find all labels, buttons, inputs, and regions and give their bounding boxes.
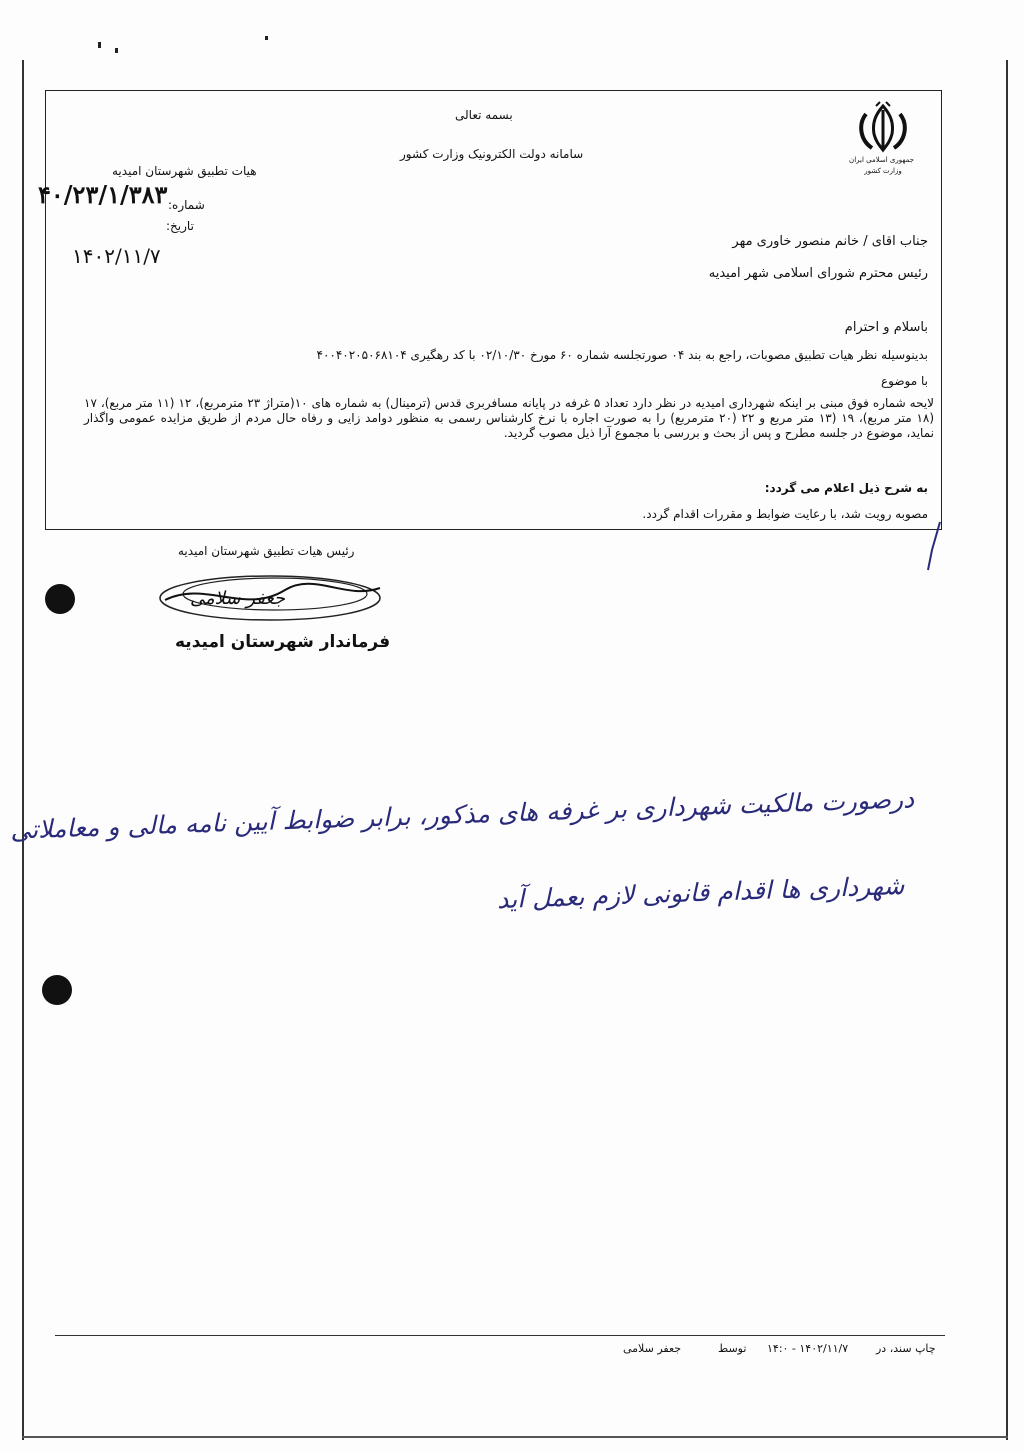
- subject-body: لایحه شماره فوق مبنی بر اینکه شهرداری امیدیه در نظر دارد تعداد ۵ غرفه در پایانه مسافربری قدس (ترمینال) به شماره های ۱۰(متراژ ۲۳ مترمربع)، ۱۲ (۱۱ متر مربع)، ۱۷ (۱۸ متر مربع)، ۱۹ (۱۳ متر مربع و ۲۲ (۲۰ مترمربع) را به صورت اجاره با نرخ کارشناس رسمی به منظور دوامد زایی و رفاه حال مردم از طریق مزایده عمومی واگذار نماید، موضوع در جلسه مطرح و پس از بحث و بررسی با مجموع آرا ذیل مصوب گردید.: [84, 396, 935, 440]
- page-edge-right: [1006, 60, 1008, 1440]
- iran-emblem-icon: [852, 100, 914, 158]
- scan-speckle: [98, 42, 101, 48]
- punch-hole: [42, 975, 72, 1005]
- date-label: تاریخ:: [166, 219, 194, 233]
- governor-stamp: فرماندار شهرستان امیدیه: [175, 632, 391, 652]
- footer-printed-by: جعفر سلامی: [623, 1342, 682, 1355]
- decision-body: مصوبه رویت شد، با رعایت ضوابط و مقررات اقدام گردد.: [642, 507, 928, 521]
- intro-text: بدینوسیله نظر هیات تطبیق مصوبات، راجع به بند ۰۴ صورتجلسه شماره ۶۰ مورخ ۰۲/۱۰/۳۰ با کد رهگیری ۴۰۰۴۰۲۰۵۰۶۸۱۰۴: [316, 348, 928, 362]
- date-handwritten: ۱۴۰۲/۱۱/۷: [72, 244, 161, 268]
- greeting: باسلام و احترام: [844, 320, 928, 335]
- punch-hole: [45, 584, 75, 614]
- emblem-caption: جمهوری اسلامی ایران: [849, 156, 914, 164]
- emblem: [849, 100, 914, 180]
- footer-rule: [55, 1335, 945, 1336]
- page-edge-left: [22, 60, 24, 1440]
- scan-speckle: [115, 48, 118, 53]
- page-edge-bottom: [22, 1436, 1008, 1438]
- number-label: شماره:: [168, 198, 205, 212]
- handwritten-note-line1: درصورت مالکیت شهرداری بر غرفه های مذکور، برابر ضوابط آیین نامه مالی و معاملاتی: [9, 784, 915, 845]
- footer-printed-label: چاپ سند، در: [876, 1342, 936, 1355]
- board-name: هیات تطبیق شهرستان امیدیه: [112, 164, 257, 178]
- letter-number-handwritten: ۴۰/۲۳/۱/۳۸۳: [38, 180, 168, 209]
- scan-speckle: [265, 36, 268, 40]
- subject-label: با موضوع: [881, 374, 928, 388]
- handwritten-note-line2: شهرداری ها اقدام قانونی لازم بعمل آید: [496, 870, 905, 915]
- signer-handwritten: جعفر سلامی: [190, 588, 286, 609]
- decision-label: به شرح ذیل اعلام می گردد:: [764, 481, 928, 495]
- emblem-caption: وزارت کشور: [864, 167, 902, 175]
- signature-title: رئیس هیات تطبیق شهرستان امیدیه: [178, 544, 355, 558]
- footer-printed-time: ۱۴:۰ - ۱۴۰۲/۱۱/۷: [767, 1342, 849, 1355]
- bismillah: بسمه تعالی: [455, 108, 513, 122]
- recipient-line: جناب اقای / خانم منصور خاوری مهر: [732, 234, 928, 249]
- recipient-title: رئیس محترم شورای اسلامی شهر امیدیه: [708, 266, 928, 281]
- footer-by-label: توسط: [718, 1342, 747, 1355]
- check-mark-icon: [920, 520, 944, 572]
- system-title: سامانه دولت الکترونیک وزارت کشور: [400, 147, 584, 161]
